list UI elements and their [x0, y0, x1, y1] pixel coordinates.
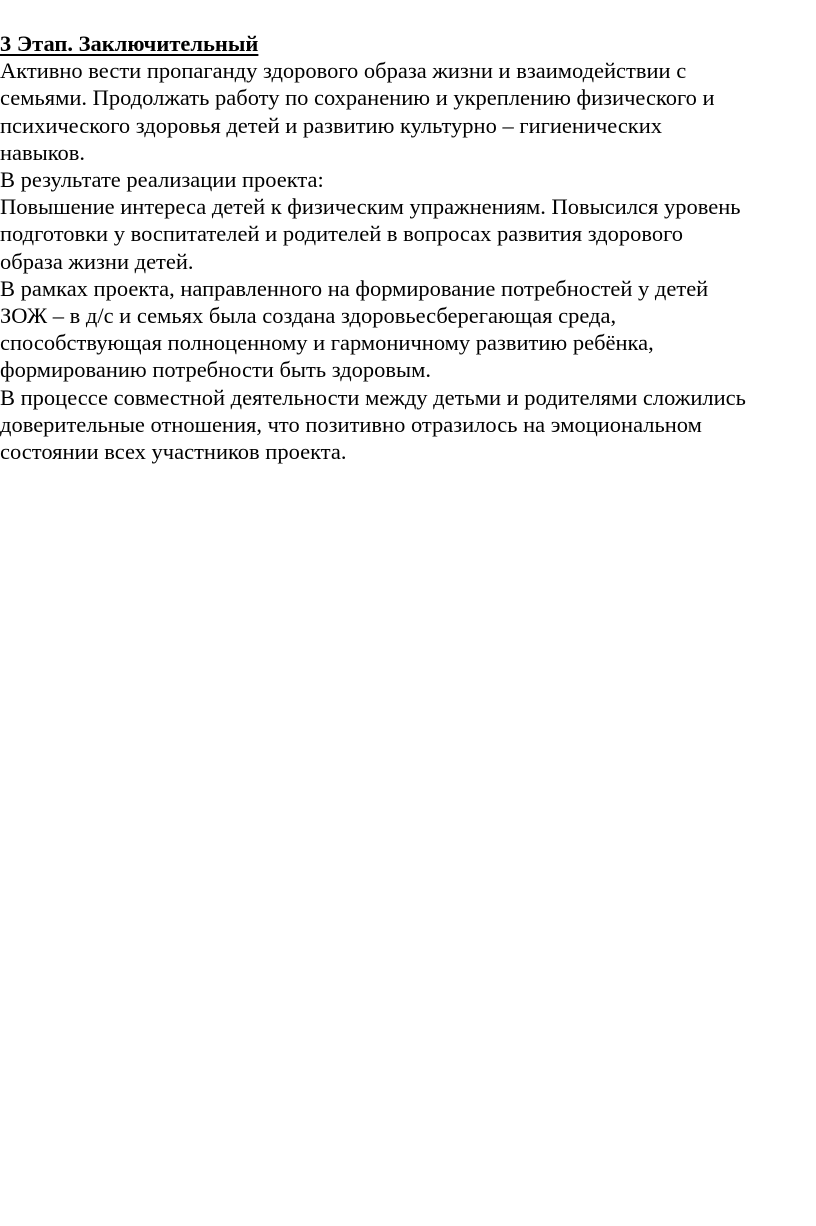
paragraph-tasks [0, 57, 816, 166]
text-line: подготовки у воспитателей и родителей в вопросах развития здорового [0, 221, 684, 247]
text-line: Активно вести пропаганду здорового образа жизни и взаимодействии с [0, 58, 687, 84]
text-line: навыков. [0, 139, 86, 165]
text-line: состоянии всех участников проекта. [0, 439, 347, 465]
text-line: образа жизни детей. [0, 248, 194, 274]
text-line: формированию потребности быть здоровым. [0, 357, 432, 383]
text-line: семьями. Продолжать работу по сохранению и укреплению физического и [0, 85, 715, 111]
section-heading: 3 Этап. Заключительный [0, 31, 259, 56]
document-page [0, 30, 816, 465]
text-line: В результате реализации проекта: [0, 167, 324, 193]
text-line: Повышение интереса детей к физическим упражнениям. Повысился уровень [0, 194, 741, 220]
text-line: В рамках проекта, направленного на формирование потребностей у детей [0, 275, 709, 301]
text-line: ЗОЖ – в д/с и семьях была создана здоровьесберегающая среда, [0, 303, 617, 329]
text-line: доверительные отношения, что позитивно отразилось на эмоциональном [0, 411, 702, 437]
paragraph-results-relations [0, 384, 816, 466]
text-line: психического здоровья детей и развитию культурно – гигиенических [0, 112, 663, 138]
paragraph-results-interest [0, 193, 816, 275]
paragraph-results-environment [0, 275, 816, 384]
text-line: В процессе совместной деятельности между детьми и родителями сложились [0, 384, 746, 410]
paragraph-results-intro [0, 166, 816, 193]
text-line: способствующая полноценному и гармоничному развитию ребёнка, [0, 330, 654, 356]
